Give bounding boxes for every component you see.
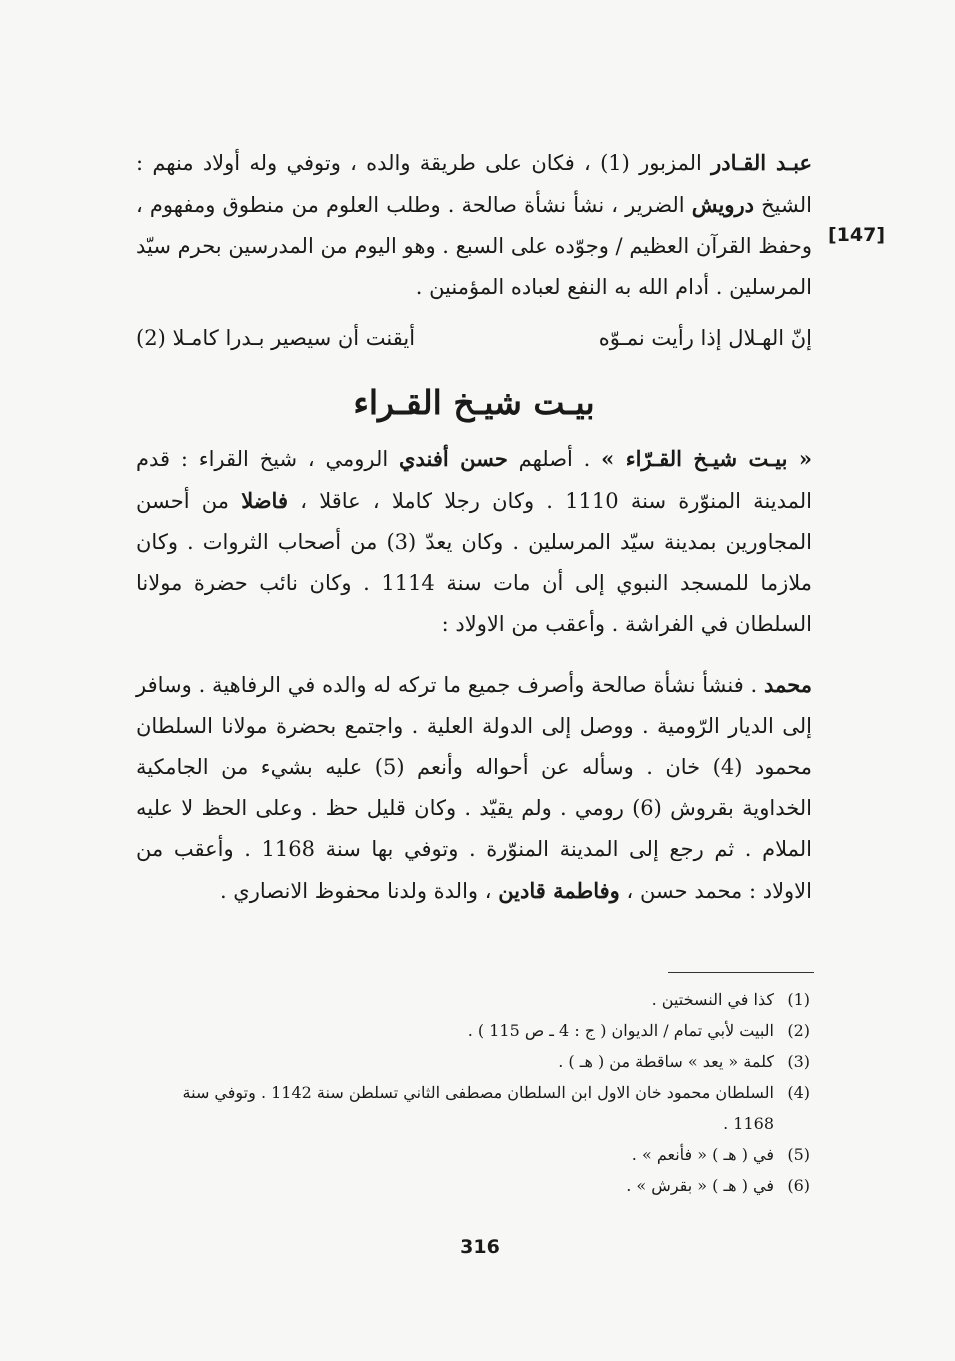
body-text: المزبور (1) ، فكان على طريقة والده ، وتوفي وله أولاد منهم : الشيخ	[136, 151, 812, 217]
footnote-text: في ( هـ ) « فأنعم » .	[631, 1145, 774, 1164]
footnote-number: (3)	[787, 1052, 810, 1071]
person-name: عبـد القـادر	[711, 150, 812, 175]
footnote-text: كلمة « يعد » ساقطة من ( هـ ) .	[558, 1052, 774, 1071]
section-paragraph-1	[136, 438, 812, 645]
footnote-text: السلطان محمود خان الاول ابن السلطان مصطفى الثاني تسلطن سنة 1142 . وتوفي سنة 1168 .	[182, 1083, 774, 1133]
body-text: . فنشأ نشأة صالحة وأصرف جميع ما تركه له والده في الرفاهية . وسافر إلى الديار الرّومية . ووصل إلى الدولة العلية . واجتمع بحضرة مولانا السلطان محمود (4) خان . وسأله عن أحواله وأنعم (5) عليه بشيء من الجامكية الخداوية بقروش (6) رومي . ولم يقيّد . وكان قليل حظ . وعلى الحظ لا عليه الملام . ثم رجع إلى المدينة المنوّرة . وتوفي بها سنة 1168 . وأعقب من الاولاد : محمد حسن ،	[136, 673, 813, 903]
footnote-item	[140, 984, 810, 1015]
footnote-number: (1)	[787, 990, 810, 1009]
margin-page-reference: [147]	[828, 224, 886, 246]
emphasis-word: فاضلا	[241, 488, 288, 513]
body-text: ، والدة ولدنا محفوظ الانصاري .	[219, 879, 499, 903]
section-heading: بيـت شيـخ القـراء	[353, 383, 595, 422]
footnote-number: (5)	[787, 1145, 810, 1164]
poetry-verse	[136, 318, 812, 358]
person-name: محمد	[764, 672, 812, 697]
intro-paragraph	[136, 142, 812, 308]
footnote-text: في ( هـ ) « بقرش » .	[626, 1176, 774, 1195]
person-name: وفاطمة قادين	[498, 878, 620, 903]
footnote-number: (4)	[787, 1083, 810, 1102]
footnote-item	[140, 1046, 810, 1077]
footnotes	[140, 984, 810, 1201]
verse-hemistich-1: إنّ الهـلال إذا رأيت نمـوّه	[598, 326, 812, 350]
footnote-item	[140, 1139, 810, 1170]
footnote-number: (2)	[787, 1021, 810, 1040]
footnote-text: كذا في النسختين .	[651, 990, 774, 1009]
body-text: . أصلهم	[507, 447, 602, 471]
section-lead: « بيـت شيـخ القـرّاء »	[601, 446, 812, 471]
verse-hemistich-2: أيقنت أن سيصير بـدرا كامـلا (2)	[136, 326, 416, 350]
footnote-divider	[668, 972, 814, 973]
footnote-item	[140, 1015, 810, 1046]
footnote-item	[140, 1170, 810, 1201]
body-text: من أحسن المجاورين بمدينة سيّد المرسلين . وكان يعدّ (3) من أصحاب الثروات . وكان ملازما للمسجد النبوي إلى أن مات سنة 1114 . وكان نائب حضرة مولانا السلطان في الفراشة . وأعقب من الاولاد :	[136, 489, 813, 636]
body-text: الضرير ، نشأ نشأة صالحة . وطلب العلوم من منطوق ومفهوم ، وحفظ القرآن العظيم / وجوّده على السبع . وهو اليوم من المدرسين بحرم سيّد المرسلين . أدام الله به النفع لعباده المؤمنين .	[136, 193, 812, 299]
footnote-number: (6)	[787, 1176, 810, 1195]
footnote-text: البيت لأبي تمام / الديوان ( ج : 4 ـ ص 115 ) .	[467, 1021, 774, 1040]
body-text: الرومي ، شيخ القراء : قدم المدينة المنوّرة سنة 1110 . وكان رجلا كاملا ، عاقلا ،	[136, 447, 812, 513]
person-name: درويش	[691, 192, 755, 217]
footnote-item	[140, 1077, 810, 1139]
section-paragraph-2	[136, 664, 812, 912]
page-number: 316	[460, 1236, 500, 1258]
person-name: حسن أفندي	[399, 446, 508, 471]
